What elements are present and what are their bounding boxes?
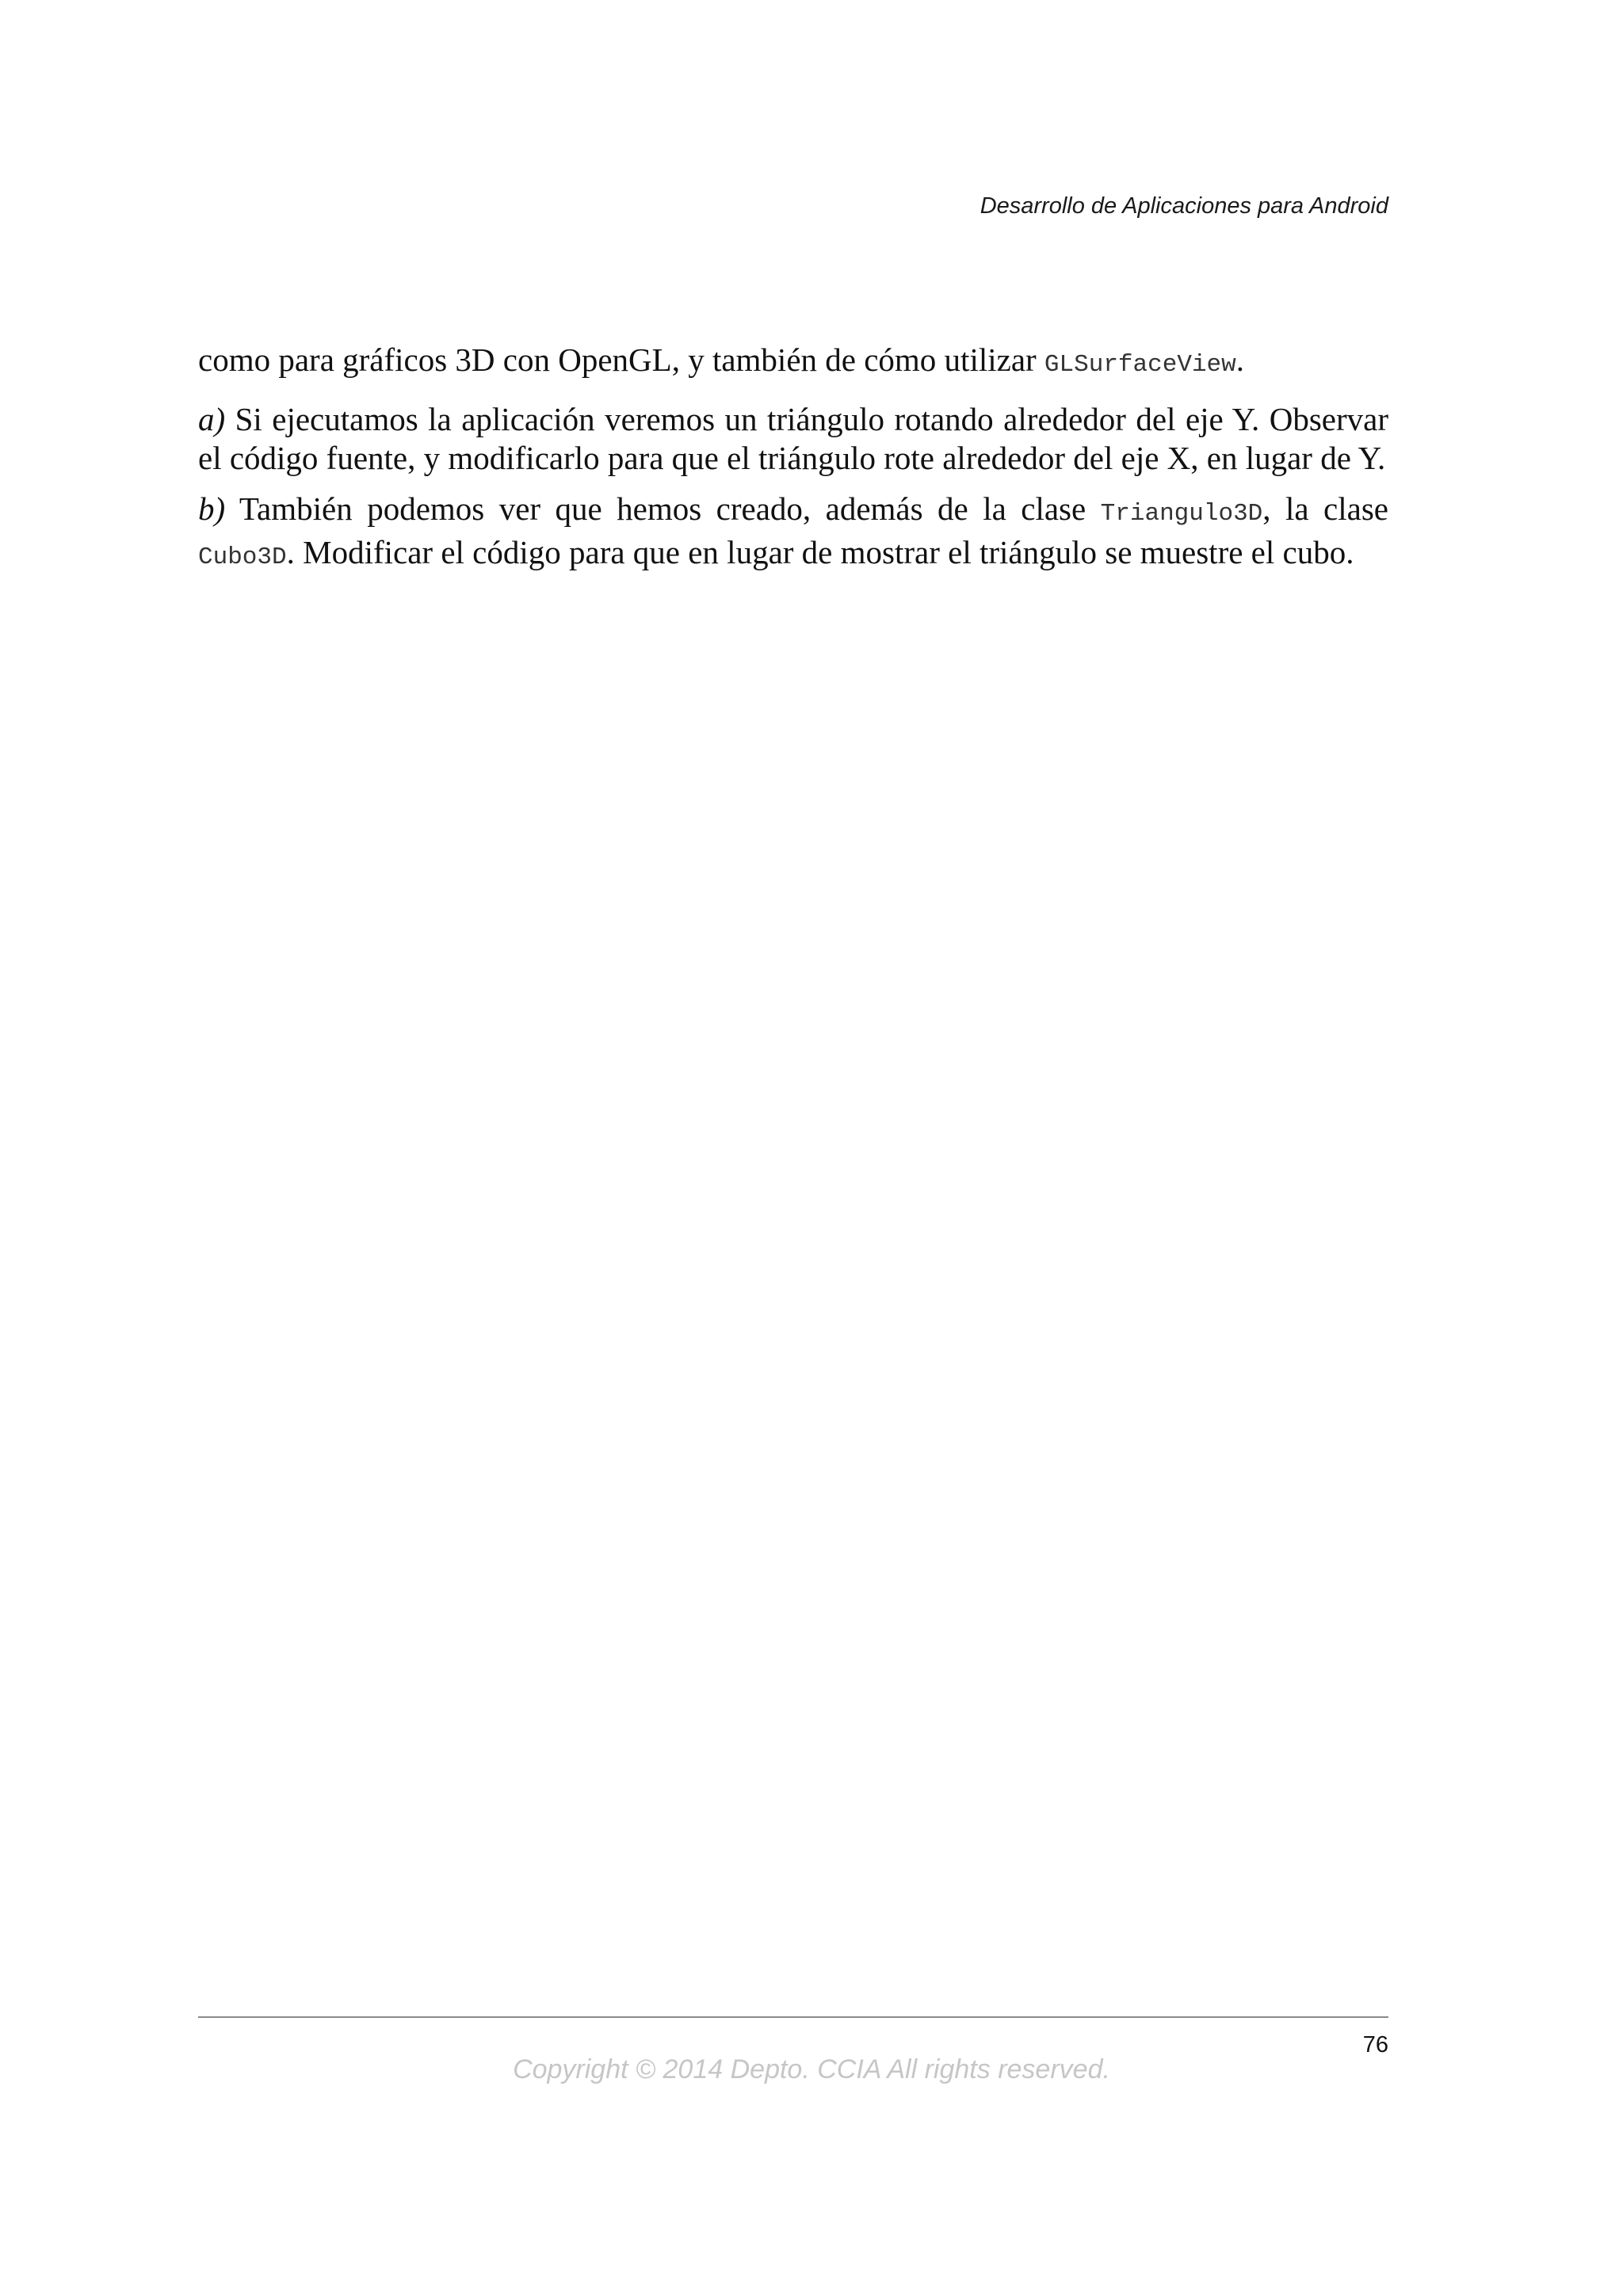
- exercise-b-text-2: , la clase: [1262, 490, 1388, 527]
- exercise-a-label: a): [198, 401, 226, 437]
- intro-text: como para gráficos 3D con OpenGL, y también de cómo utilizar: [198, 341, 1044, 378]
- page-body: [198, 341, 1388, 589]
- page-number: 76: [1362, 2032, 1388, 2058]
- code-cubo3d: Cubo3D: [198, 543, 287, 571]
- exercise-b-label: b): [198, 490, 226, 527]
- intro-paragraph: [198, 341, 1388, 384]
- exercise-a-paragraph: [198, 400, 1388, 478]
- code-glsurfaceview: GLSurfaceView: [1044, 351, 1236, 379]
- exercise-b-text-1: También podemos ver que hemos creado, además de la clase: [225, 490, 1101, 527]
- exercise-a-text: Si ejecutamos la aplicación veremos un triángulo rotando alrededor del eje Y. Observar el código fuente, y modificarlo para que el triángulo rote alrededor del eje X, en lugar de Y.: [198, 401, 1388, 476]
- exercise-b-text-3: . Modificar el código para que en lugar de mostrar el triángulo se muestre el cubo.: [286, 534, 1354, 570]
- intro-end: .: [1235, 341, 1245, 378]
- copyright-notice: Copyright © 2014 Depto. CCIA All rights reserved.: [513, 2054, 1110, 2084]
- exercise-b-paragraph: [198, 490, 1388, 577]
- running-header: Desarrollo de Aplicaciones para Android: [980, 193, 1388, 219]
- code-triangulo3d: Triangulo3D: [1100, 500, 1263, 528]
- footer-divider: [198, 2016, 1388, 2018]
